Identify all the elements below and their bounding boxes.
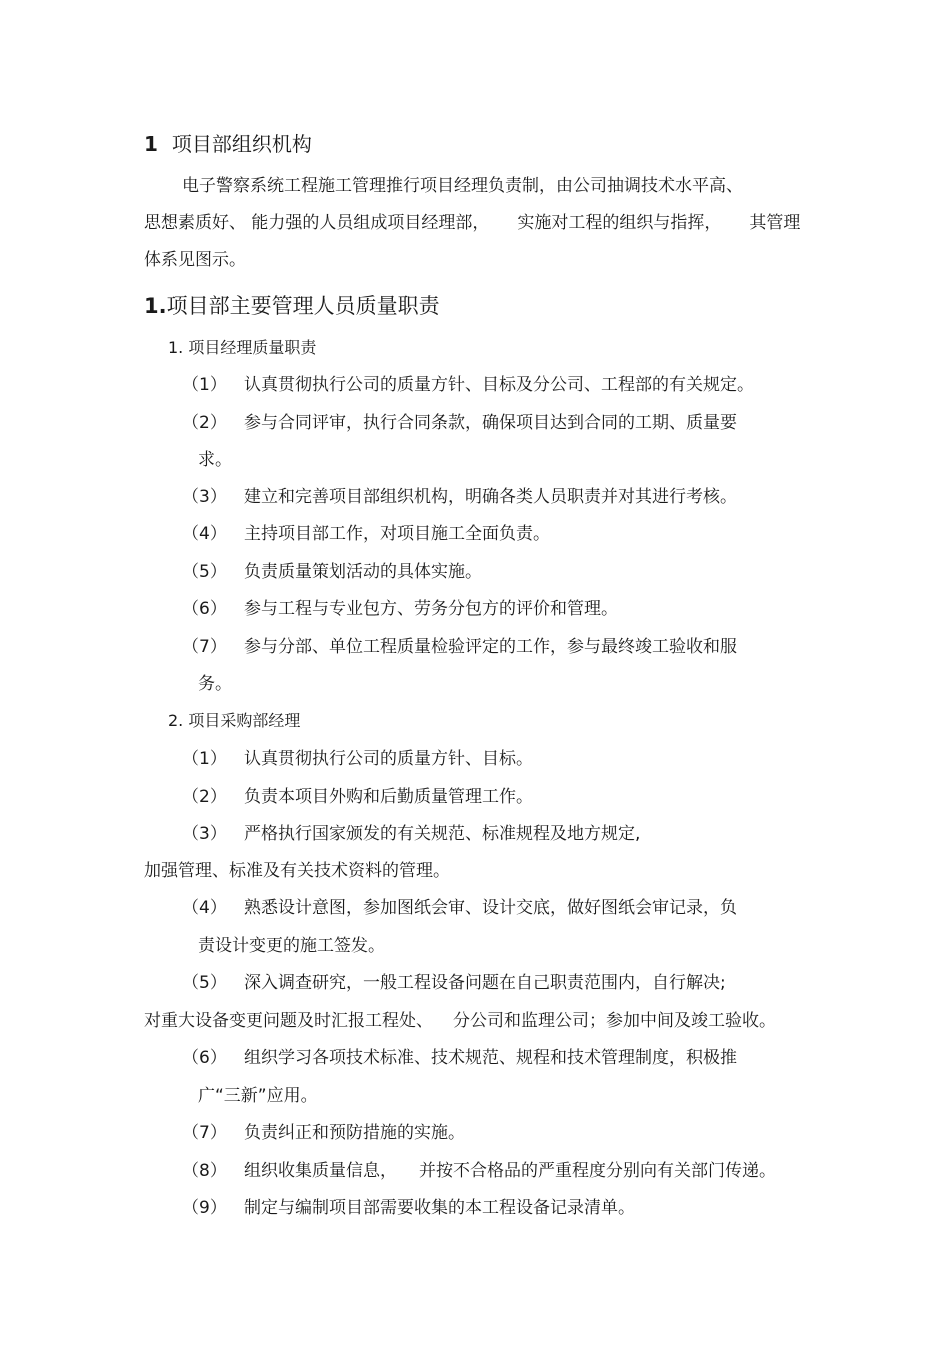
subsection-2-title: 2. 项目采购部经理 bbox=[168, 711, 301, 730]
intro-paragraph-line-1: 电子警察系统工程施工管理推行项目经理负责制，由公司抽调技术水平高、 bbox=[182, 176, 743, 196]
section-1-title: 项目部组织机构 bbox=[171, 132, 312, 156]
list-item-continuation: 加强管理、标准及有关技术资料的管理。 bbox=[144, 861, 450, 881]
section-2-title: 项目部主要管理人员质量职责 bbox=[166, 294, 440, 318]
list-item-continuation: 对重大设备变更问题及时汇报工程处、 分公司和监理公司；参加中间及竣工验收。 bbox=[144, 1011, 776, 1031]
list-item-continuation: 广“三新”应用。 bbox=[198, 1086, 318, 1106]
list-item-continuation: 责设计变更的施工签发。 bbox=[198, 936, 385, 956]
intro-paragraph-line-2: 思想素质好、 能力强的人员组成项目经理部， 实施对工程的组织与指挥， 其管理 bbox=[144, 213, 801, 233]
intro-paragraph-line-3: 体系见图示。 bbox=[144, 250, 246, 270]
list-item-continuation: 求。 bbox=[198, 450, 232, 470]
section-1-number: 1 bbox=[144, 132, 158, 156]
list-item-continuation: 务。 bbox=[198, 674, 232, 694]
document-page: 1 项目部组织机构 电子警察系统工程施工管理推行项目经理负责制，由公司抽调技术水平高、 思想素质好、 能力强的人员组成项目经理部， 实施对工程的组织与指挥， 其管理 体系见图示。 1.项目部主要管理人员质量职责 1. 项目经理质量职责 （1） 认真贯彻执行公司的质量方针、目标及分公司、工程部的有关规定。 （2） 参与合同评审，执行合同条款，确保项目达到合同的工期、质量要 求。 （3） 建立和完善项目部组织机构，明确各类人员职责并对其进行考核。 （4） 主持项目部工作，对项目施工全面负责。 （5） 负责质量策划活动的具体实施。 （6） 参与工程与专业包方、劳务分包方的评价和管理。 （7） 参与分部、单位工程质量检验评定的工作，参与最终竣工验收和服 务。 2. 项目采购部经理 （1） 认真贯彻执行公司的质量方针、目标。 （2） 负责本项目外购和后勤质量管理工作。 （3） 严格执行国家颁发的有关规范、标准规程及地方规定, 加强管理、标准及有关技术资料的管理。 （4） 熟悉设计意图，参加图纸会审、设计交底，做好图纸会审记录，负 责设计变更的施工签发。 （5） 深入调查研究，一般工程设备问题在自己职责范围内，自行解决; 对重大设备变更问题及时汇报工程处、 分公司和监理公司；参加中间及竣工验收。 （6） 组织学习各项技术标准、技术规范、规程和技术管理制度，积极推 广“三新”应用。 （7） 负责纠正和预防措施的实施。 （8） 组织收集质量信息， 并按不合格品的严重程度分别向有关部门传递。 （9） 制定与编制项目部需要收集的本工程设备记录清单。 bbox=[144, 132, 801, 1218]
section-1-heading bbox=[144, 131, 312, 157]
subsection-1-title: 1. 项目经理质量职责 bbox=[168, 338, 317, 357]
section-2-number: 1. bbox=[144, 294, 167, 318]
section-2-heading bbox=[144, 293, 440, 319]
